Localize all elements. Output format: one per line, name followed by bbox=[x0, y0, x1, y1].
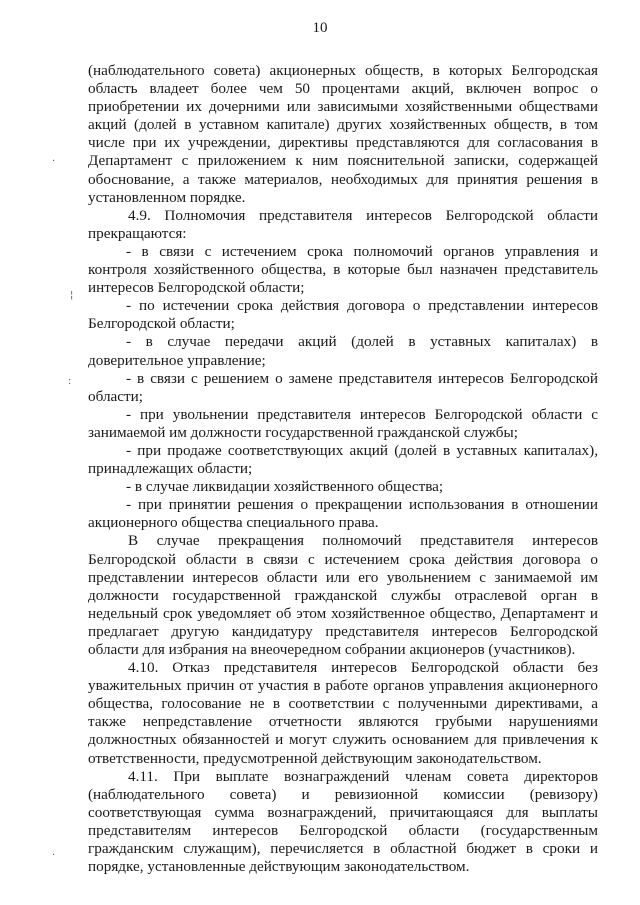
paragraph-4-9: 4.9. Полномочия представителя интересов Белгородской области прекращаются: bbox=[88, 206, 598, 242]
list-item: - в случае передачи акций (долей в уставных капиталах) в доверительное управление; bbox=[88, 333, 598, 369]
scan-speck: · bbox=[52, 850, 56, 861]
list-item: - в связи с истечением срока полномочий органов управления и контроля хозяйственного общества, в которые был назначен представитель интересов Белгородской области; bbox=[88, 242, 598, 297]
paragraph-continuation: (наблюдательного совета) акционерных обществ, в которых Белгородская область владеет более чем 50 процентами акций, включен вопрос о приобретении их дочерними или зависимыми хозяйственными обществами акций (долей в уставном капитале) других хозяйственных обществ, в том числе при их учреждении, директивы представляются для согласования в Департамент с приложением к ним пояснительной записки, содержащей обоснование, а также материалов, необходимых для принятия решения в установленном порядке. bbox=[88, 62, 598, 206]
page-number: 10 bbox=[312, 20, 328, 36]
list-item: - в случае ликвидации хозяйственного общества; bbox=[126, 478, 444, 496]
list-item: - при принятии решения о прекращении использования в отношении акционерного общества специального права. bbox=[88, 496, 598, 532]
list-item: - при увольнении представителя интересов Белгородской области с занимаемой им должности государственной гражданской службы; bbox=[88, 405, 598, 441]
document-body bbox=[88, 62, 598, 876]
list-item: - по истечении срока действия договора о представлении интересов Белгородской области; bbox=[88, 297, 598, 333]
scan-speck: ¦ bbox=[70, 290, 74, 301]
scan-speck: : bbox=[68, 376, 72, 387]
paragraph-termination-notice: В случае прекращения полномочий представителя интересов Белгородской области в связи с истечением срока действия договора о представлении интересов области или его увольнением с занимаемой им должности государственной гражданской службы отраслевой орган в недельный срок уведомляет об этом хозяйственное общество, Департамент и предлагает другую кандидатуру представителя интересов Белгородской области для избрания на внеочередном собрании акционеров (участников). bbox=[88, 532, 598, 658]
list-item: - при продаже соответствующих акций (долей в уставных капиталах), принадлежащих области; bbox=[88, 441, 598, 478]
paragraph-4-10: 4.10. Отказ представителя интересов Белгородской области без уважительных причин от участия в работе органов управления акционерного общества, голосование не в соответствии с полученными директивами, а также непредставление отчетности являются грубыми нарушениями должностных обязанностей и могут служить основанием для привлечения к ответственности, предусмотренной действующим законодательством. bbox=[88, 659, 598, 767]
paragraph-4-11: 4.11. При выплате вознаграждений членам совета директоров (наблюдательного совета) и ревизионной комиссии (ревизору) соответствующая сумма вознаграждений, причитающаяся для выплаты представителям интересов Белгородской области (государственным гражданским служащим), перечисляется в областной бюджет в сроки и порядке, установленные действующим законодательством. bbox=[88, 767, 598, 876]
list-item: - в связи с решением о замене представителя интересов Белгородской области; bbox=[88, 369, 598, 405]
scan-speck: · bbox=[52, 156, 56, 167]
